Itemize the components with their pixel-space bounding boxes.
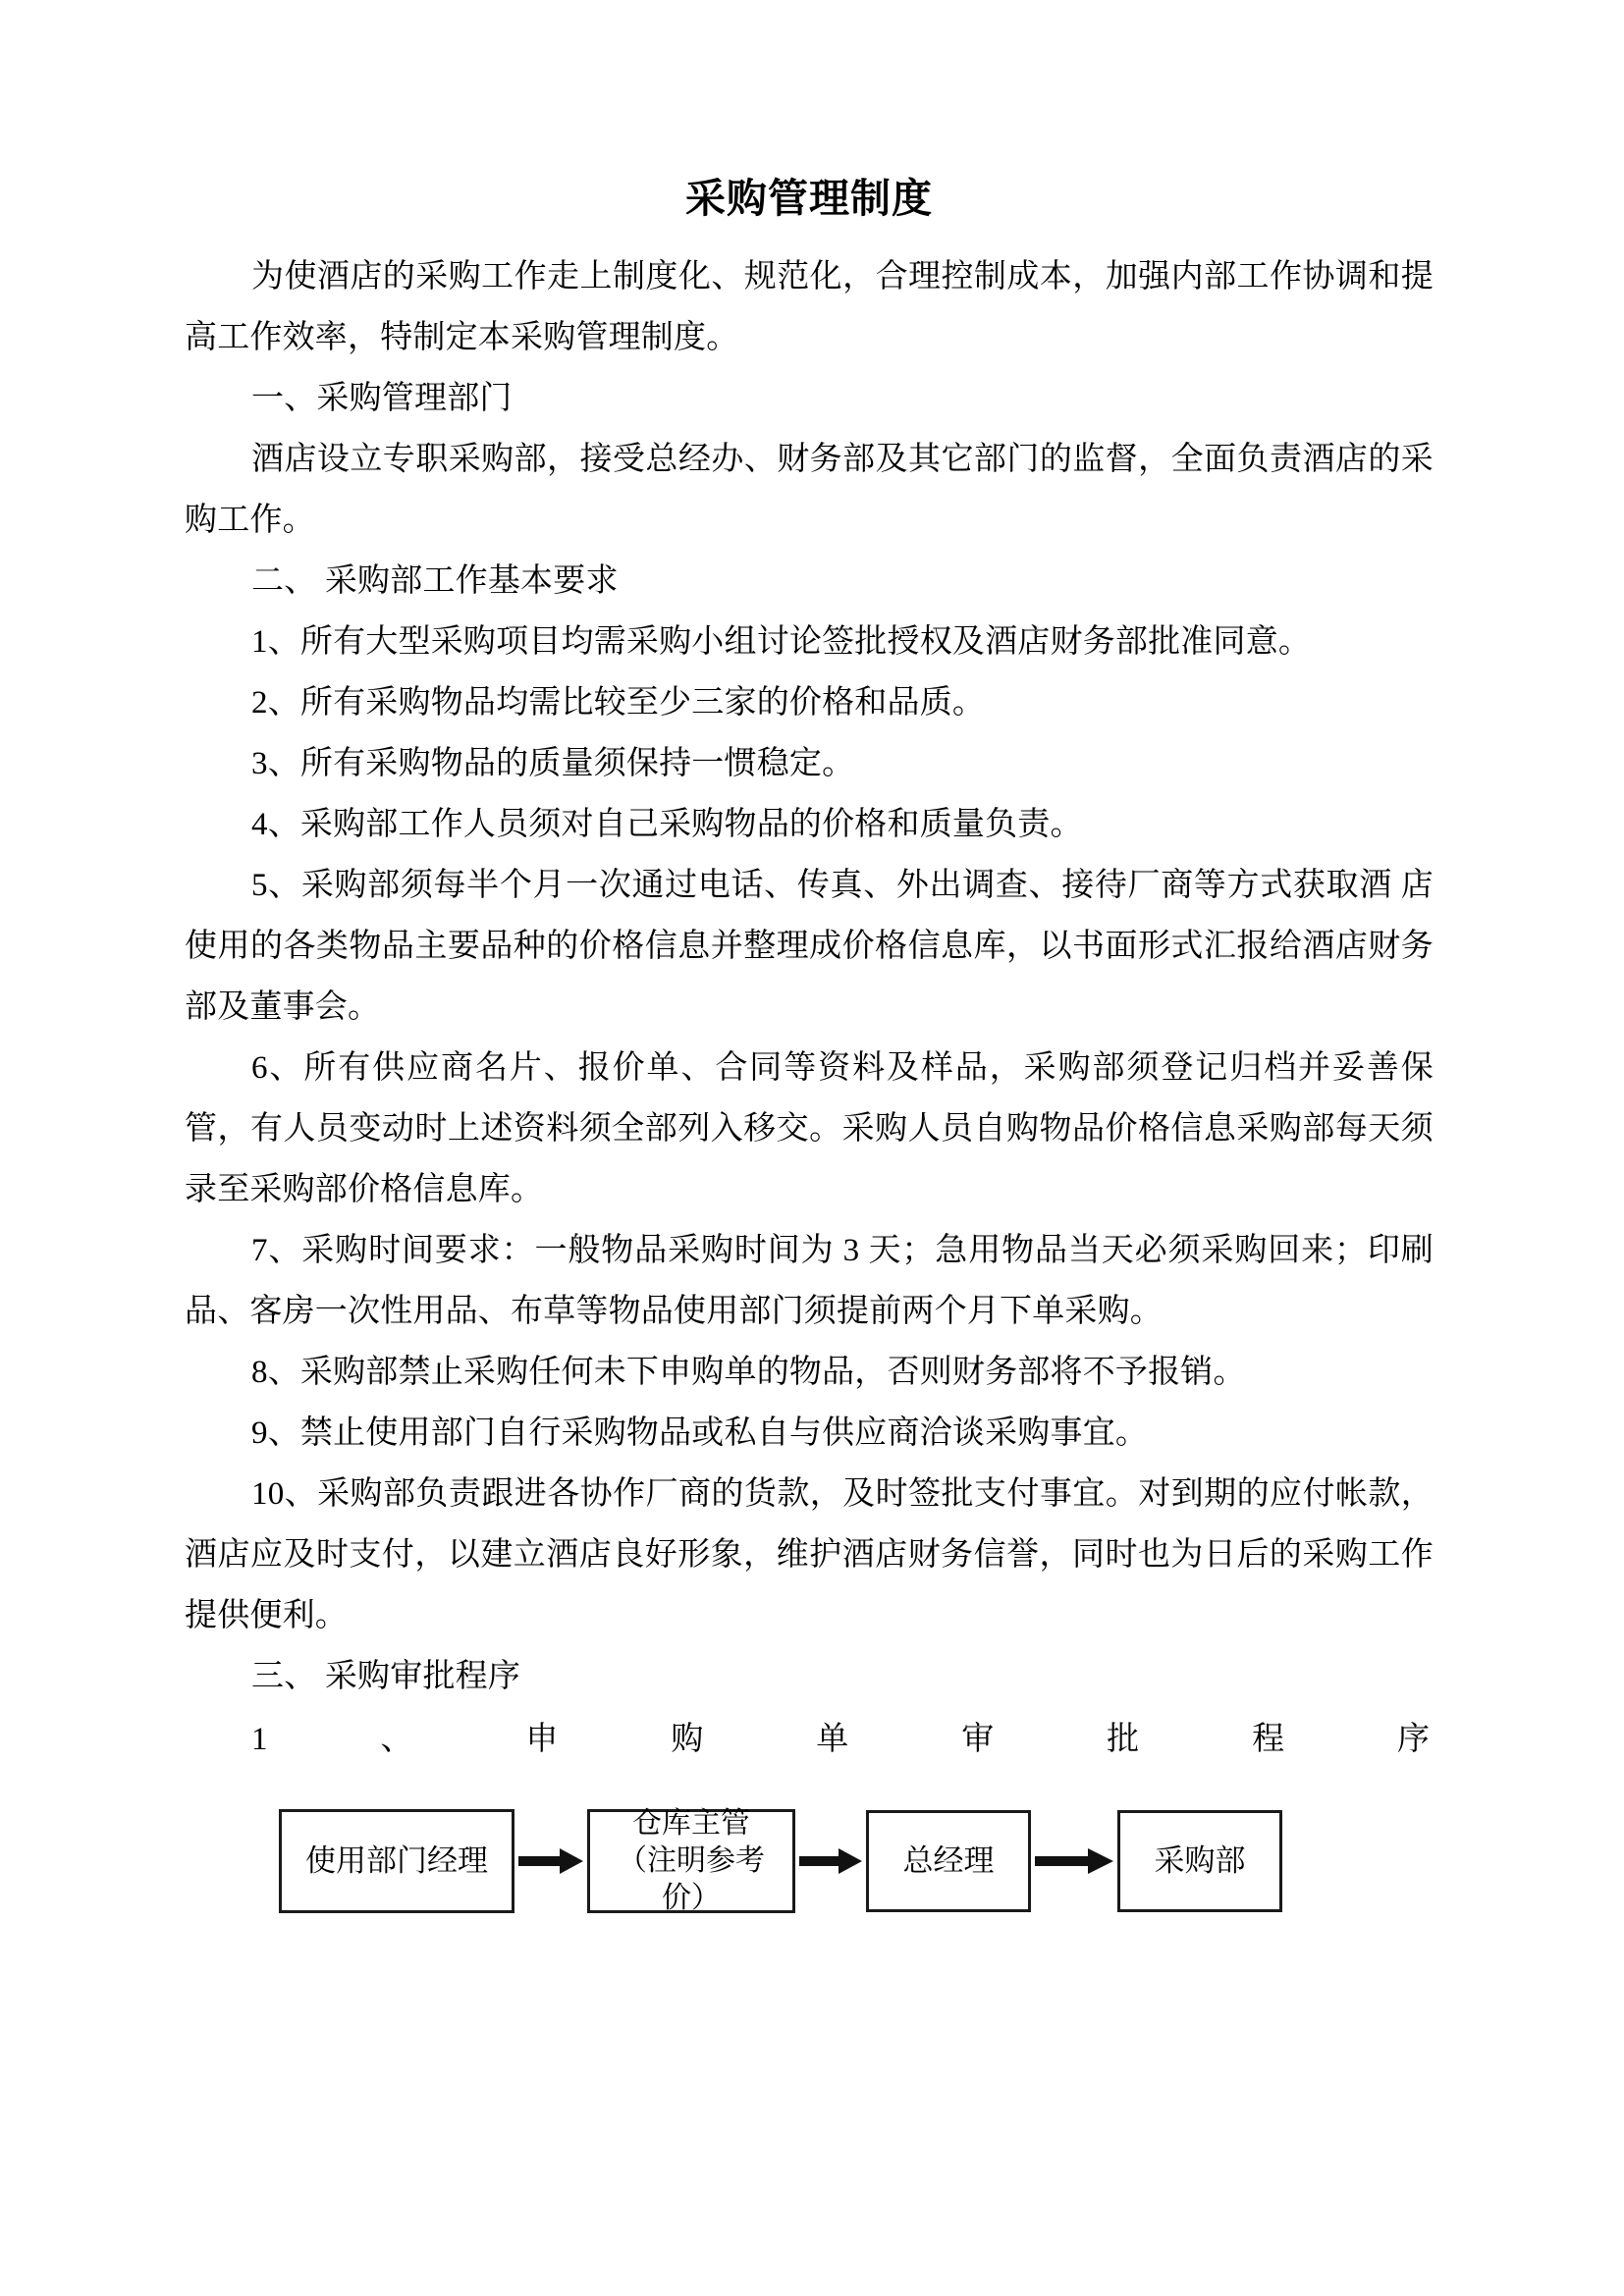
- flow-arrow-3: [1031, 1846, 1117, 1876]
- list-item-6: 6、所有供应商名片、报价单、合同等资料及样品，采购部须登记归档并妥善保管，有人员变动时上述资料须全部列入移交。采购人员自购物品价格信息采购部每天须录至采购部价格信息库。: [185, 1050, 1434, 1208]
- list-item-3: 3、所有采购物品的质量须保持一惯稳定。: [251, 746, 855, 782]
- list-item-8: 8、采购部禁止采购任何未下申购单的物品，否则财务部将不予报销。: [251, 1355, 1246, 1391]
- list-item-9: 9、禁止使用部门自行采购物品或私自与供应商洽谈采购事宜。: [251, 1415, 1149, 1452]
- page-title: 采购管理制度: [685, 176, 933, 221]
- procedure-1-title-char: 1: [251, 1722, 268, 1758]
- procedure-1-title-char: 购: [671, 1722, 704, 1758]
- heading-section-2: 二、 采购部工作基本要求: [251, 563, 619, 600]
- flow-node-4: [1117, 1810, 1282, 1912]
- flow-node-1: [279, 1809, 514, 1913]
- procedure-1-title: [185, 1707, 1434, 1772]
- flowchart: [185, 1797, 1434, 1925]
- flow-node-2-label: 仓库主管: [632, 1807, 750, 1841]
- flow-node-1-label: 使用部门经理: [305, 1843, 488, 1879]
- list-item-2: 2、所有采购物品均需比较至少三家的价格和品质。: [251, 685, 986, 721]
- document-content: [185, 0, 1434, 1925]
- list-item-10: 10、采购部负责跟进各协作厂商的货款，及时签批支付事宜。对到期的应付帐款，酒店应及时支付，以建立酒店良好形象，维护酒店财务信誉，同时也为日后的采购工作提供便利。: [185, 1476, 1434, 1634]
- list-item-7: 7、采购时间要求：一般物品采购时间为 3 天；急用物品当天必须采购回来；印刷品、客房一次性用品、布草等物品使用部门须提前两个月下单采购。: [185, 1233, 1434, 1330]
- flow-arrow-1: [514, 1846, 587, 1876]
- flow-node-3: [866, 1810, 1031, 1912]
- flow-node-4-label: 采购部: [1154, 1843, 1246, 1879]
- procedure-1-title-char: 批: [1107, 1722, 1140, 1758]
- heading-section-3: 三、 采购审批程序: [251, 1659, 521, 1695]
- paragraph-section-1-body: 酒店设立专职采购部，接受总经办、财务部及其它部门的监督，全面负责酒店的采购工作。: [185, 442, 1434, 539]
- list-item-1: 1、所有大型采购项目均需采购小组讨论签批授权及酒店财务部批准同意。: [251, 624, 1312, 661]
- list-item-4: 4、采购部工作人员须对自己采购物品的价格和质量负责。: [251, 807, 1083, 843]
- paragraph-preamble: 为使酒店的采购工作走上制度化、规范化，合理控制成本，加强内部工作协调和提高工作效率，特制定本采购管理制度。: [185, 259, 1434, 356]
- procedure-1-title-char: 程: [1252, 1722, 1285, 1758]
- list-item-5: 5、采购部须每半个月一次通过电话、传真、外出调查、接待厂商等方式获取酒 店使用的各类物品主要品种的价格信息并整理成价格信息库，以书面形式汇报给酒店财务部及董事会。: [185, 868, 1434, 1026]
- heading-section-1: 一、采购管理部门: [251, 381, 513, 417]
- procedure-1-title-char: 、: [380, 1722, 413, 1758]
- flow-arrow-2: [795, 1846, 866, 1876]
- procedure-1-title-char: 审: [961, 1722, 995, 1758]
- procedure-1-title-char: 申: [525, 1722, 559, 1758]
- flow-node-3-label: 总经理: [902, 1843, 995, 1879]
- flow-node-2: [587, 1809, 795, 1913]
- procedure-1-title-char: 序: [1397, 1722, 1430, 1758]
- flow-node-2-sublabel: （注明参考价）: [618, 1844, 765, 1915]
- procedure-1-title-char: 单: [816, 1722, 849, 1758]
